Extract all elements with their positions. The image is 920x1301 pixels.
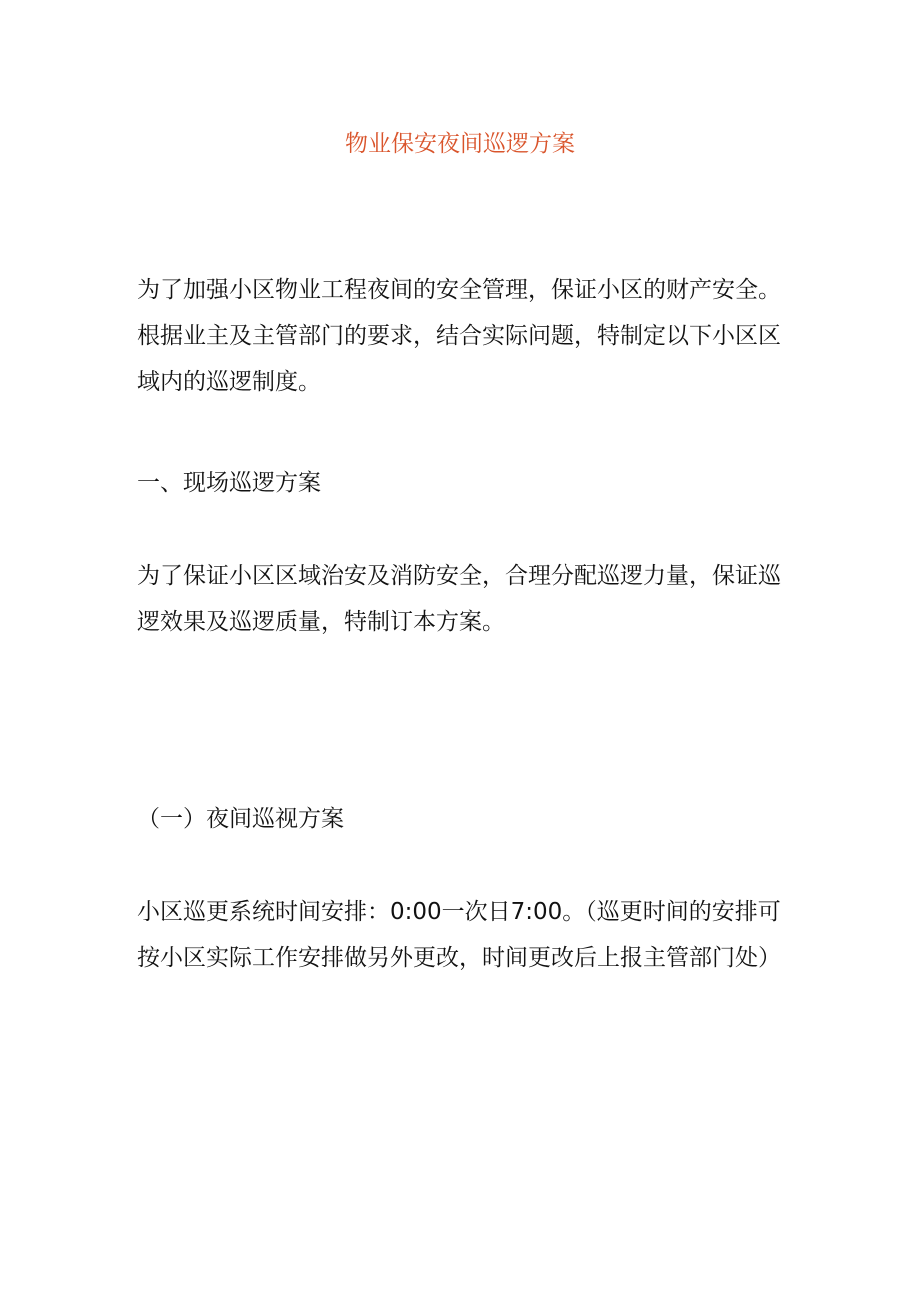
document-title: 物业保安夜间巡逻方案 — [345, 131, 575, 157]
subsection-paragraph: 小区巡更系统时间安排：0:00一次日7:00。（巡更时间的安排可按小区实际工作安排做另外更改，时间更改后上报主管部门处） — [137, 899, 781, 971]
intro-paragraph: 为了加强小区物业工程夜间的安全管理，保证小区的财产安全。根据业主及主管部门的要求，结合实际问题，特制定以下小区区域内的巡逻制度。 — [137, 277, 781, 395]
section-paragraph: 为了保证小区区域治安及消防安全，合理分配巡逻力量，保证巡逻效果及巡逻质量，特制订本方案。 — [137, 563, 781, 635]
section-heading: 一、现场巡逻方案 — [137, 470, 321, 496]
subsection-heading: （一）夜间巡视方案 — [137, 806, 344, 832]
